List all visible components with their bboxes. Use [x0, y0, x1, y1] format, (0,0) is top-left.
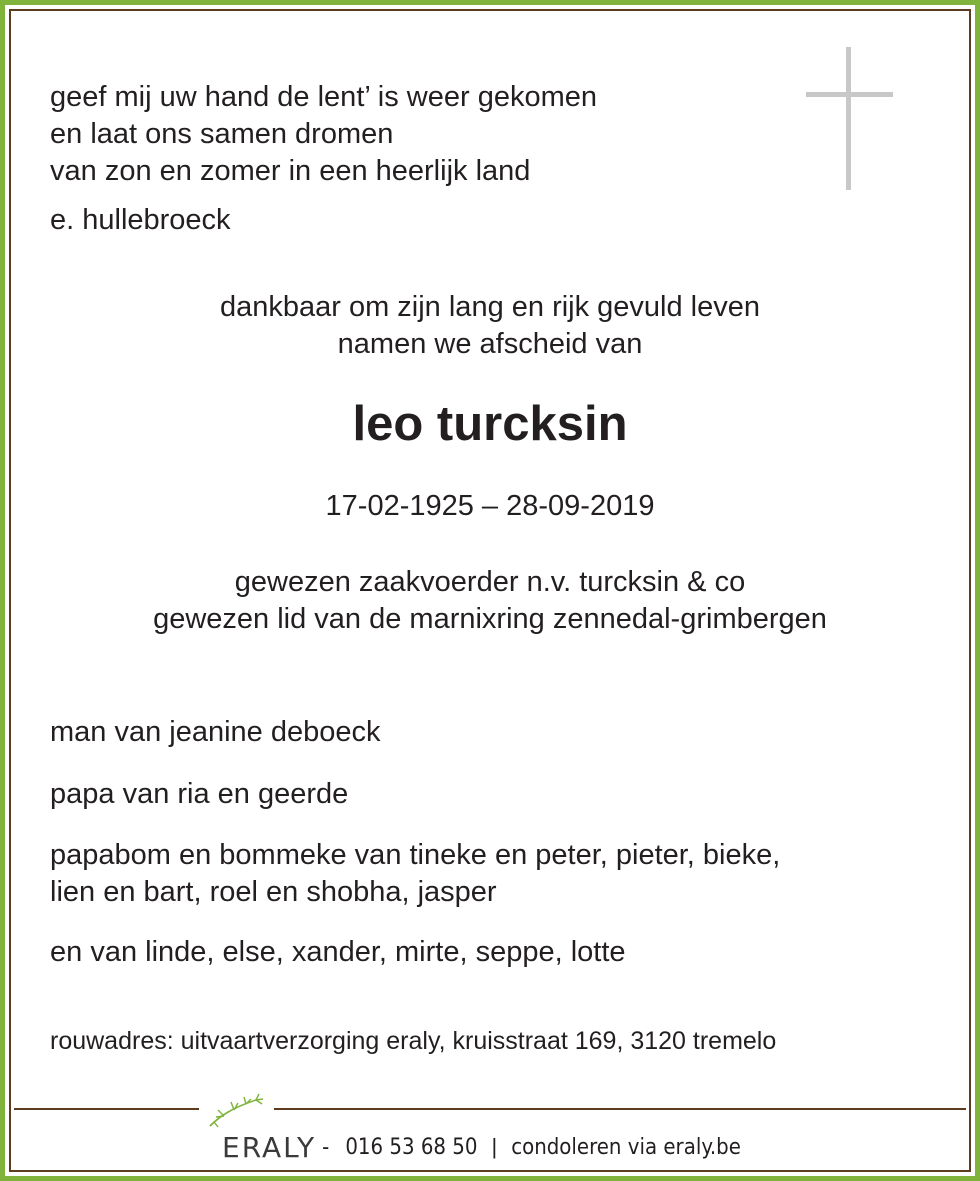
phone-number: 016 53 68 50 [345, 1134, 478, 1160]
family-grandchildren [50, 837, 780, 911]
funeral-home-footer [222, 1130, 741, 1164]
footer-separator: | [491, 1134, 498, 1159]
eraly-logo: ERALY [222, 1130, 317, 1164]
footer-dash: - [322, 1134, 330, 1160]
poem-line: en laat ons samen dromen [50, 118, 394, 150]
grandchildren-line: lien en bart, roel en shobha, jasper [50, 876, 497, 908]
family-great-grandchildren: en van linde, else, xander, mirte, seppe, lotte [50, 936, 626, 968]
intro-text [0, 289, 980, 363]
intro-line: namen we afscheid van [337, 328, 643, 360]
family-spouse: man van jeanine deboeck [50, 716, 381, 748]
role-line: gewezen zaakvoerder n.v. turcksin & co [234, 566, 746, 598]
poem-line: geef mij uw hand de lent’ is weer gekomen [50, 81, 598, 113]
poem [50, 79, 597, 190]
footer-divider-left [14, 1108, 199, 1110]
eraly-sprig-icon [204, 1092, 274, 1132]
deceased-roles [0, 564, 980, 638]
life-dates: 17-02-1925 – 28-09-2019 [325, 490, 655, 522]
intro-line: dankbaar om zijn lang en rijk gevuld leven [219, 291, 761, 323]
poem-line: van zon en zomer in een heerlijk land [50, 155, 531, 187]
deceased-name: leo turcksin [352, 397, 628, 451]
footer-divider-right [274, 1108, 966, 1110]
grandchildren-line: papabom en bommeke van tineke en peter, pieter, bieke, [50, 839, 781, 871]
family-children: papa van ria en geerde [50, 778, 349, 810]
condolence-link[interactable]: condoleren via eraly.be [511, 1134, 741, 1160]
role-line: gewezen lid van de marnixring zennedal-grimbergen [153, 603, 827, 635]
mourning-address: rouwadres: uitvaartverzorging eraly, kruisstraat 169, 3120 tremelo [50, 1027, 777, 1055]
cross-icon-bar [806, 92, 893, 97]
cross-icon [846, 47, 851, 190]
poem-author: e. hullebroeck [50, 204, 231, 236]
